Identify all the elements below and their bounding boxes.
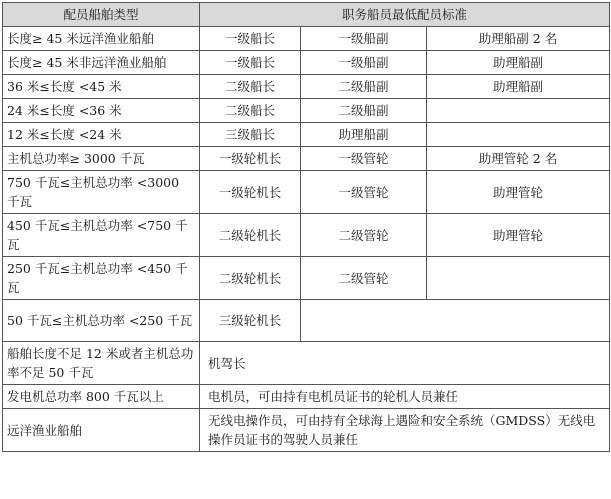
ship-type-cell: 远洋渔业船舶 [3,409,200,452]
position-cell: 助理船副 [301,123,427,147]
position-cell [427,257,610,300]
position-cell: 一级轮机长 [200,171,301,214]
position-cell: 助理管轮 [427,171,610,214]
position-cell [427,99,610,123]
crew-standard-table [2,2,610,452]
position-cell: 一级船副 [301,27,427,51]
position-cell: 二级船长 [200,99,301,123]
table-row [3,385,610,409]
ship-type-cell: 250 千瓦≤主机总功率 <450 千瓦 [3,257,200,300]
ship-type-cell: 450 千瓦≤主机总功率 <750 千瓦 [3,214,200,257]
position-cell: 二级船长 [200,75,301,99]
ship-type-cell: 36 米≤长度 <45 米 [3,75,200,99]
ship-type-cell: 24 米≤长度 <36 米 [3,99,200,123]
ship-type-cell: 长度≥ 45 米非远洋渔业船舶 [3,51,200,75]
position-cell: 助理管轮 [427,214,610,257]
header-row [3,3,610,27]
table-row [3,147,610,171]
position-cell: 一级船长 [200,27,301,51]
position-cell: 助理管轮 2 名 [427,147,610,171]
position-cell: 一级轮机长 [200,147,301,171]
position-cell: 二级轮机长 [200,257,301,300]
table-row [3,123,610,147]
position-cell: 一级管轮 [301,147,427,171]
ship-type-cell: 50 千瓦≤主机总功率 <250 千瓦 [3,300,200,342]
table-row [3,257,610,300]
position-cell: 一级船副 [301,51,427,75]
ship-type-cell: 船舶长度不足 12 米或者主机总功率不足 50 千瓦 [3,342,200,385]
position-cell: 助理船副 [427,75,610,99]
position-cell: 一级船长 [200,51,301,75]
table-row [3,342,610,385]
table-row [3,300,610,342]
position-cell: 二级船副 [301,75,427,99]
position-cell: 助理船副 [427,51,610,75]
header-ship-type: 配员船舶类型 [3,3,200,27]
table-row [3,409,610,452]
table-row [3,27,610,51]
position-cell: 助理船副 2 名 [427,27,610,51]
ship-type-cell: 750 千瓦≤主机总功率 <3000 千瓦 [3,171,200,214]
ship-type-cell: 发电机总功率 800 千瓦以上 [3,385,200,409]
position-cell: 三级船长 [200,123,301,147]
position-cell: 无线电操作员，可由持有全球海上遇险和安全系统（GMDSS）无线电操作员证书的驾驶人员兼任 [200,409,610,452]
position-cell: 二级管轮 [301,214,427,257]
header-standard: 职务船员最低配员标准 [200,3,610,27]
table-row [3,99,610,123]
position-cell: 电机员，可由持有电机员证书的轮机人员兼任 [200,385,610,409]
position-cell: 二级管轮 [301,257,427,300]
position-cell: 一级管轮 [301,171,427,214]
empty-cell [301,300,610,342]
position-cell: 三级轮机长 [200,300,301,342]
position-cell: 机驾长 [200,342,610,385]
ship-type-cell: 主机总功率≥ 3000 千瓦 [3,147,200,171]
table-row [3,51,610,75]
position-cell: 二级船副 [301,99,427,123]
position-cell [427,123,610,147]
position-cell: 二级轮机长 [200,214,301,257]
table-row [3,214,610,257]
table-row [3,171,610,214]
table-row [3,75,610,99]
ship-type-cell: 12 米≤长度 <24 米 [3,123,200,147]
ship-type-cell: 长度≥ 45 米远洋渔业船舶 [3,27,200,51]
